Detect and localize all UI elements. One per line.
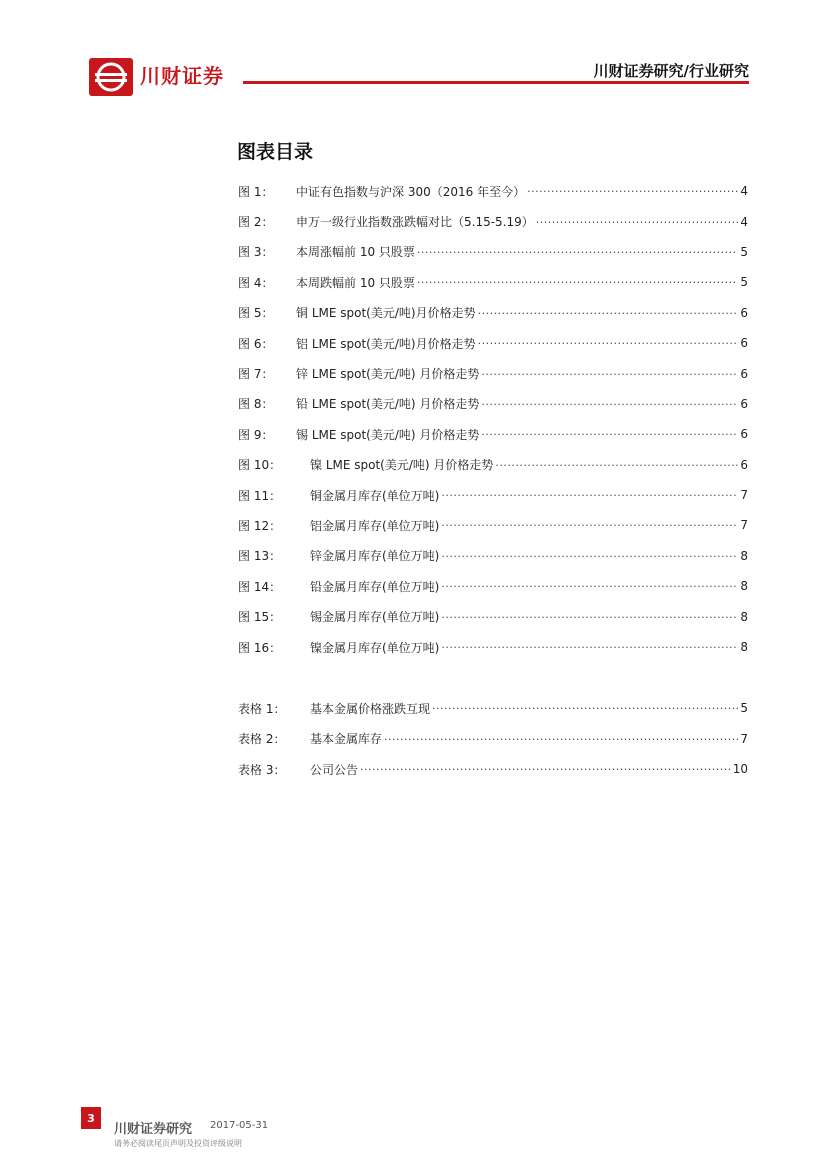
page-number: 3 bbox=[81, 1107, 101, 1129]
dot-leader bbox=[536, 216, 739, 228]
figure-entry-page: 4 bbox=[740, 184, 748, 199]
figure-entry-page: 6 bbox=[740, 336, 748, 351]
table-entry-title: 基本金属库存 bbox=[310, 732, 383, 747]
figure-entry-title: 铜金属月库存(单位万吨) bbox=[310, 488, 440, 503]
dot-leader bbox=[441, 519, 738, 531]
table-entry-page: 10 bbox=[732, 762, 748, 777]
footer-disclaimer: 请务必阅读尾页声明及投资评级说明 bbox=[114, 1139, 242, 1148]
figure-entry-label: 图 3： bbox=[238, 245, 274, 260]
figure-entry[interactable] bbox=[238, 601, 748, 631]
figure-entry-page: 7 bbox=[740, 518, 748, 533]
dot-leader bbox=[441, 550, 738, 562]
dot-leader bbox=[417, 276, 738, 288]
figure-entry-page: 6 bbox=[740, 427, 748, 442]
figure-entry-label: 图 6： bbox=[238, 336, 274, 351]
figure-entry-label: 图 9： bbox=[238, 427, 274, 442]
table-entry-title: 公司公告 bbox=[310, 762, 359, 777]
figure-entry[interactable] bbox=[238, 541, 748, 571]
figure-entry-title: 锡金属月库存(单位万吨) bbox=[310, 610, 440, 625]
footer-brand: 川财证券研究 bbox=[114, 1122, 193, 1137]
figure-entry[interactable] bbox=[238, 298, 748, 328]
figure-entry-label: 图 8： bbox=[238, 397, 274, 412]
figure-entry-label: 图 16： bbox=[238, 640, 282, 655]
figure-entry-page: 6 bbox=[740, 396, 748, 411]
header-divider bbox=[243, 81, 749, 84]
figure-entry-page: 6 bbox=[740, 457, 748, 472]
dot-leader bbox=[478, 337, 739, 349]
dot-leader bbox=[478, 307, 739, 319]
figure-entry-label: 图 4： bbox=[238, 275, 274, 290]
dot-leader bbox=[432, 702, 738, 714]
figure-entry-page: 8 bbox=[740, 640, 748, 655]
figure-entry[interactable] bbox=[238, 237, 748, 267]
dot-leader bbox=[527, 185, 738, 197]
figure-entry-title: 铜 LME spot(美元/吨)月价格走势 bbox=[296, 306, 476, 321]
figure-entry[interactable] bbox=[238, 328, 748, 358]
figure-entry-label: 图 14： bbox=[238, 579, 282, 594]
table-of-figures bbox=[238, 176, 748, 784]
figure-entry-page: 8 bbox=[740, 609, 748, 624]
figure-entry-page: 4 bbox=[740, 214, 748, 229]
table-entry-title: 基本金属价格涨跌互现 bbox=[310, 701, 431, 716]
dot-leader bbox=[384, 733, 738, 745]
figure-entry-title: 镍金属月库存(单位万吨) bbox=[310, 640, 440, 655]
figure-entry-page: 5 bbox=[740, 275, 748, 290]
dot-leader bbox=[360, 763, 731, 775]
table-entry[interactable] bbox=[238, 754, 748, 784]
brand-name: 川财证券 bbox=[140, 64, 224, 88]
section-gap bbox=[238, 662, 748, 693]
figure-entry-label: 图 12： bbox=[238, 518, 282, 533]
dot-leader bbox=[495, 459, 738, 471]
figure-entry-title: 本周跌幅前 10 只股票 bbox=[296, 275, 415, 290]
figure-entry-page: 6 bbox=[740, 366, 748, 381]
figure-entry-title: 镍 LME spot(美元/吨) 月价格走势 bbox=[310, 458, 494, 473]
figure-entry-label: 图 5： bbox=[238, 306, 274, 321]
figure-entry[interactable] bbox=[238, 176, 748, 206]
table-entry-label: 表格 1： bbox=[238, 701, 286, 716]
figure-entry[interactable] bbox=[238, 389, 748, 419]
table-entry-page: 5 bbox=[740, 701, 748, 716]
figure-entry-page: 6 bbox=[740, 305, 748, 320]
figure-entry[interactable] bbox=[238, 510, 748, 540]
chuancai-logo-icon bbox=[89, 58, 133, 96]
table-entry-label: 表格 2： bbox=[238, 732, 286, 747]
figure-entry-label: 图 11： bbox=[238, 488, 282, 503]
figure-entry-page: 5 bbox=[740, 244, 748, 259]
figure-entry-label: 图 10： bbox=[238, 458, 282, 473]
table-entry-page: 7 bbox=[740, 731, 748, 746]
figure-entry-page: 7 bbox=[740, 488, 748, 503]
dot-leader bbox=[481, 398, 738, 410]
figure-entry-label: 图 2： bbox=[238, 215, 274, 230]
figure-entry-title: 铅 LME spot(美元/吨) 月价格走势 bbox=[296, 397, 480, 412]
figure-entry-title: 铅金属月库存(单位万吨) bbox=[310, 579, 440, 594]
figure-entry[interactable] bbox=[238, 571, 748, 601]
figure-entry-label: 图 15： bbox=[238, 610, 282, 625]
dot-leader bbox=[441, 641, 738, 653]
figure-entry[interactable] bbox=[238, 632, 748, 662]
figure-entry[interactable] bbox=[238, 480, 748, 510]
figure-entry-title: 锡 LME spot(美元/吨) 月价格走势 bbox=[296, 427, 480, 442]
figure-entry-title: 本周涨幅前 10 只股票 bbox=[296, 245, 415, 260]
header-title: 川财证券研究/行业研究 bbox=[593, 62, 749, 80]
figure-entry-title: 锌 LME spot(美元/吨) 月价格走势 bbox=[296, 367, 480, 382]
figure-entry-label: 图 13： bbox=[238, 549, 282, 564]
table-list bbox=[238, 693, 748, 784]
dot-leader bbox=[441, 489, 738, 501]
figure-list bbox=[238, 176, 748, 662]
figure-entry-title: 申万一级行业指数涨跌幅对比（5.15-5.19） bbox=[296, 215, 534, 230]
figure-entry-title: 铝 LME spot(美元/吨)月价格走势 bbox=[296, 336, 476, 351]
dot-leader bbox=[441, 580, 738, 592]
dot-leader bbox=[481, 368, 738, 380]
dot-leader bbox=[481, 428, 738, 440]
figure-entry-title: 锌金属月库存(单位万吨) bbox=[310, 549, 440, 564]
table-entry[interactable] bbox=[238, 724, 748, 754]
footer-date: 2017-05-31 bbox=[210, 1120, 269, 1131]
dot-leader bbox=[441, 611, 738, 623]
figure-entry-label: 图 7： bbox=[238, 367, 274, 382]
figure-entry-title: 铝金属月库存(单位万吨) bbox=[310, 518, 440, 533]
dot-leader bbox=[417, 246, 738, 258]
figure-entry[interactable] bbox=[238, 358, 748, 388]
figure-entry-page: 8 bbox=[740, 579, 748, 594]
figure-entry-page: 8 bbox=[740, 548, 748, 563]
figure-entry[interactable] bbox=[238, 419, 748, 449]
figure-entry-title: 中证有色指数与沪深 300（2016 年至今） bbox=[296, 184, 526, 199]
page-title: 图表目录 bbox=[237, 141, 314, 163]
table-entry-label: 表格 3： bbox=[238, 762, 286, 777]
figure-entry[interactable] bbox=[238, 206, 748, 236]
figure-entry-label: 图 1： bbox=[238, 184, 274, 199]
figure-entry[interactable] bbox=[238, 450, 748, 480]
table-entry[interactable] bbox=[238, 693, 748, 723]
figure-entry[interactable] bbox=[238, 267, 748, 297]
